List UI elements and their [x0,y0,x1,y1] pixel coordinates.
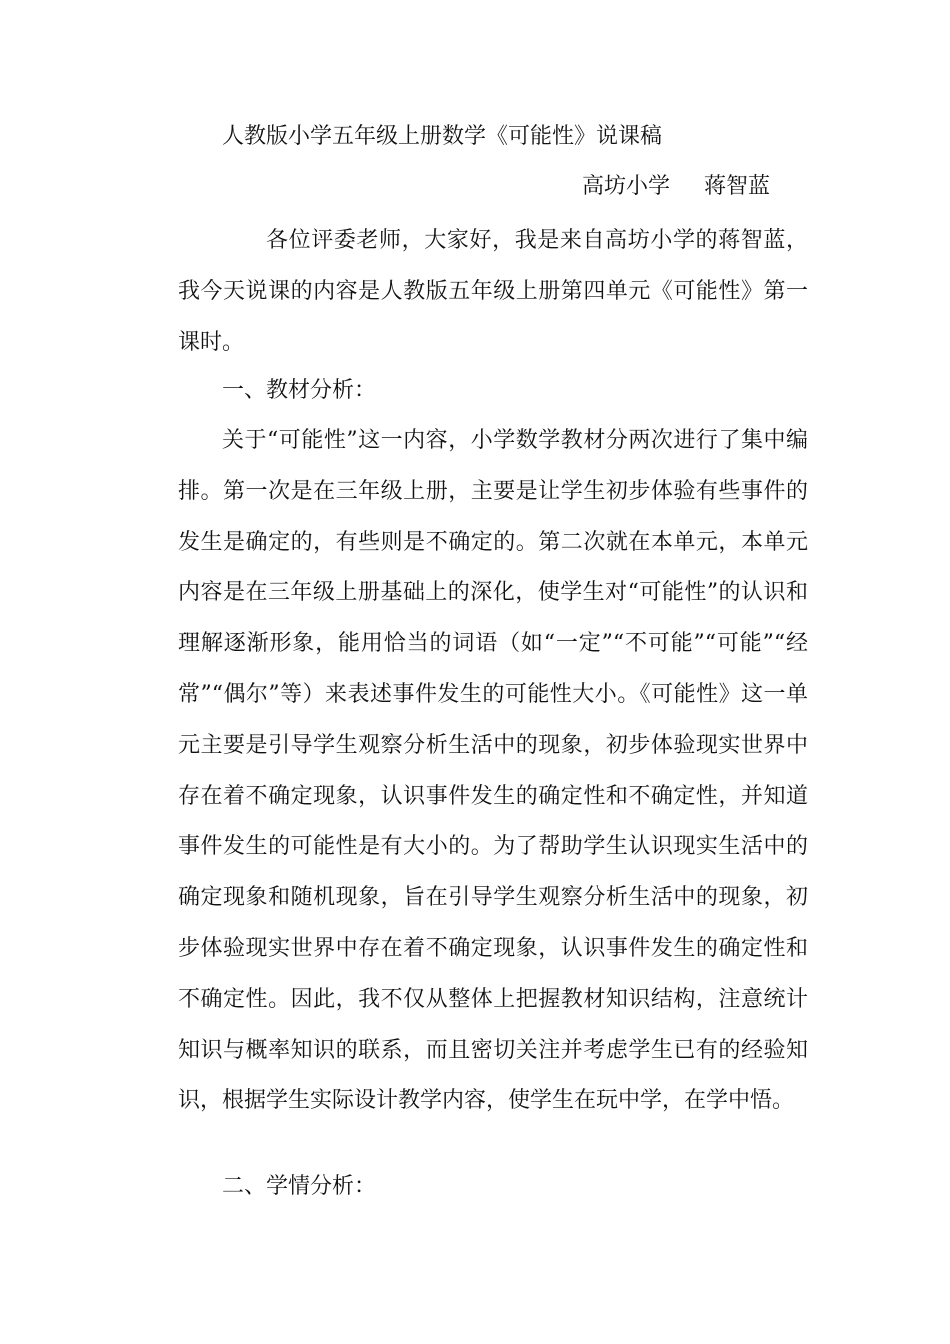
intro-paragraph: 各位评委老师，大家好，我是来自高坊小学的蒋智蓝，我今天说课的内容是人教版五年级上册第四单元《可能性》第一课时。 [178,228,808,355]
document-title: 人教版小学五年级上册数学《可能性》说课稿 [222,124,663,149]
section-heading-student-analysis: 二、学情分析： [222,1174,377,1199]
author-school: 高坊小学 [582,174,671,199]
textbook-analysis-paragraph: 关于“可能性”这一内容，小学数学教材分两次进行了集中编排。第一次是在三年级上册，主要是让学生初步体验有些事件的发生是确定的，有些则是不确定的。第二次就在本单元，本单元内容是在三年级上册基础上的深化，使学生对“可能性”的认识和理解逐渐形象，能用恰当的词语（如“一定”“不可能”“可能”“经常”“偶尔”等）来表述事件发生的可能性大小。《可能性》这一单元主要是引导学生观察分析生活中的现象，初步体验现实世界中存在着不确定现象，认识事件发生的确定性和不确定性，并知道事件发生的可能性是有大小的。为了帮助学生认识现实生活中的确定现象和随机现象，旨在引导学生观察分析生活中的现象，初步体验现实世界中存在着不确定现象，认识事件发生的确定性和不确定性。因此，我不仅从整体上把握教材知识结构，注意统计知识与概率知识的联系，而且密切关注并考虑学生已有的经验知识，根据学生实际设计教学内容，使学生在玩中学，在学中悟。 [178,428,808,1114]
section-heading-textbook-analysis: 一、教材分析： [222,378,377,403]
author-name: 蒋智蓝 [704,174,771,199]
author-line [582,172,770,202]
